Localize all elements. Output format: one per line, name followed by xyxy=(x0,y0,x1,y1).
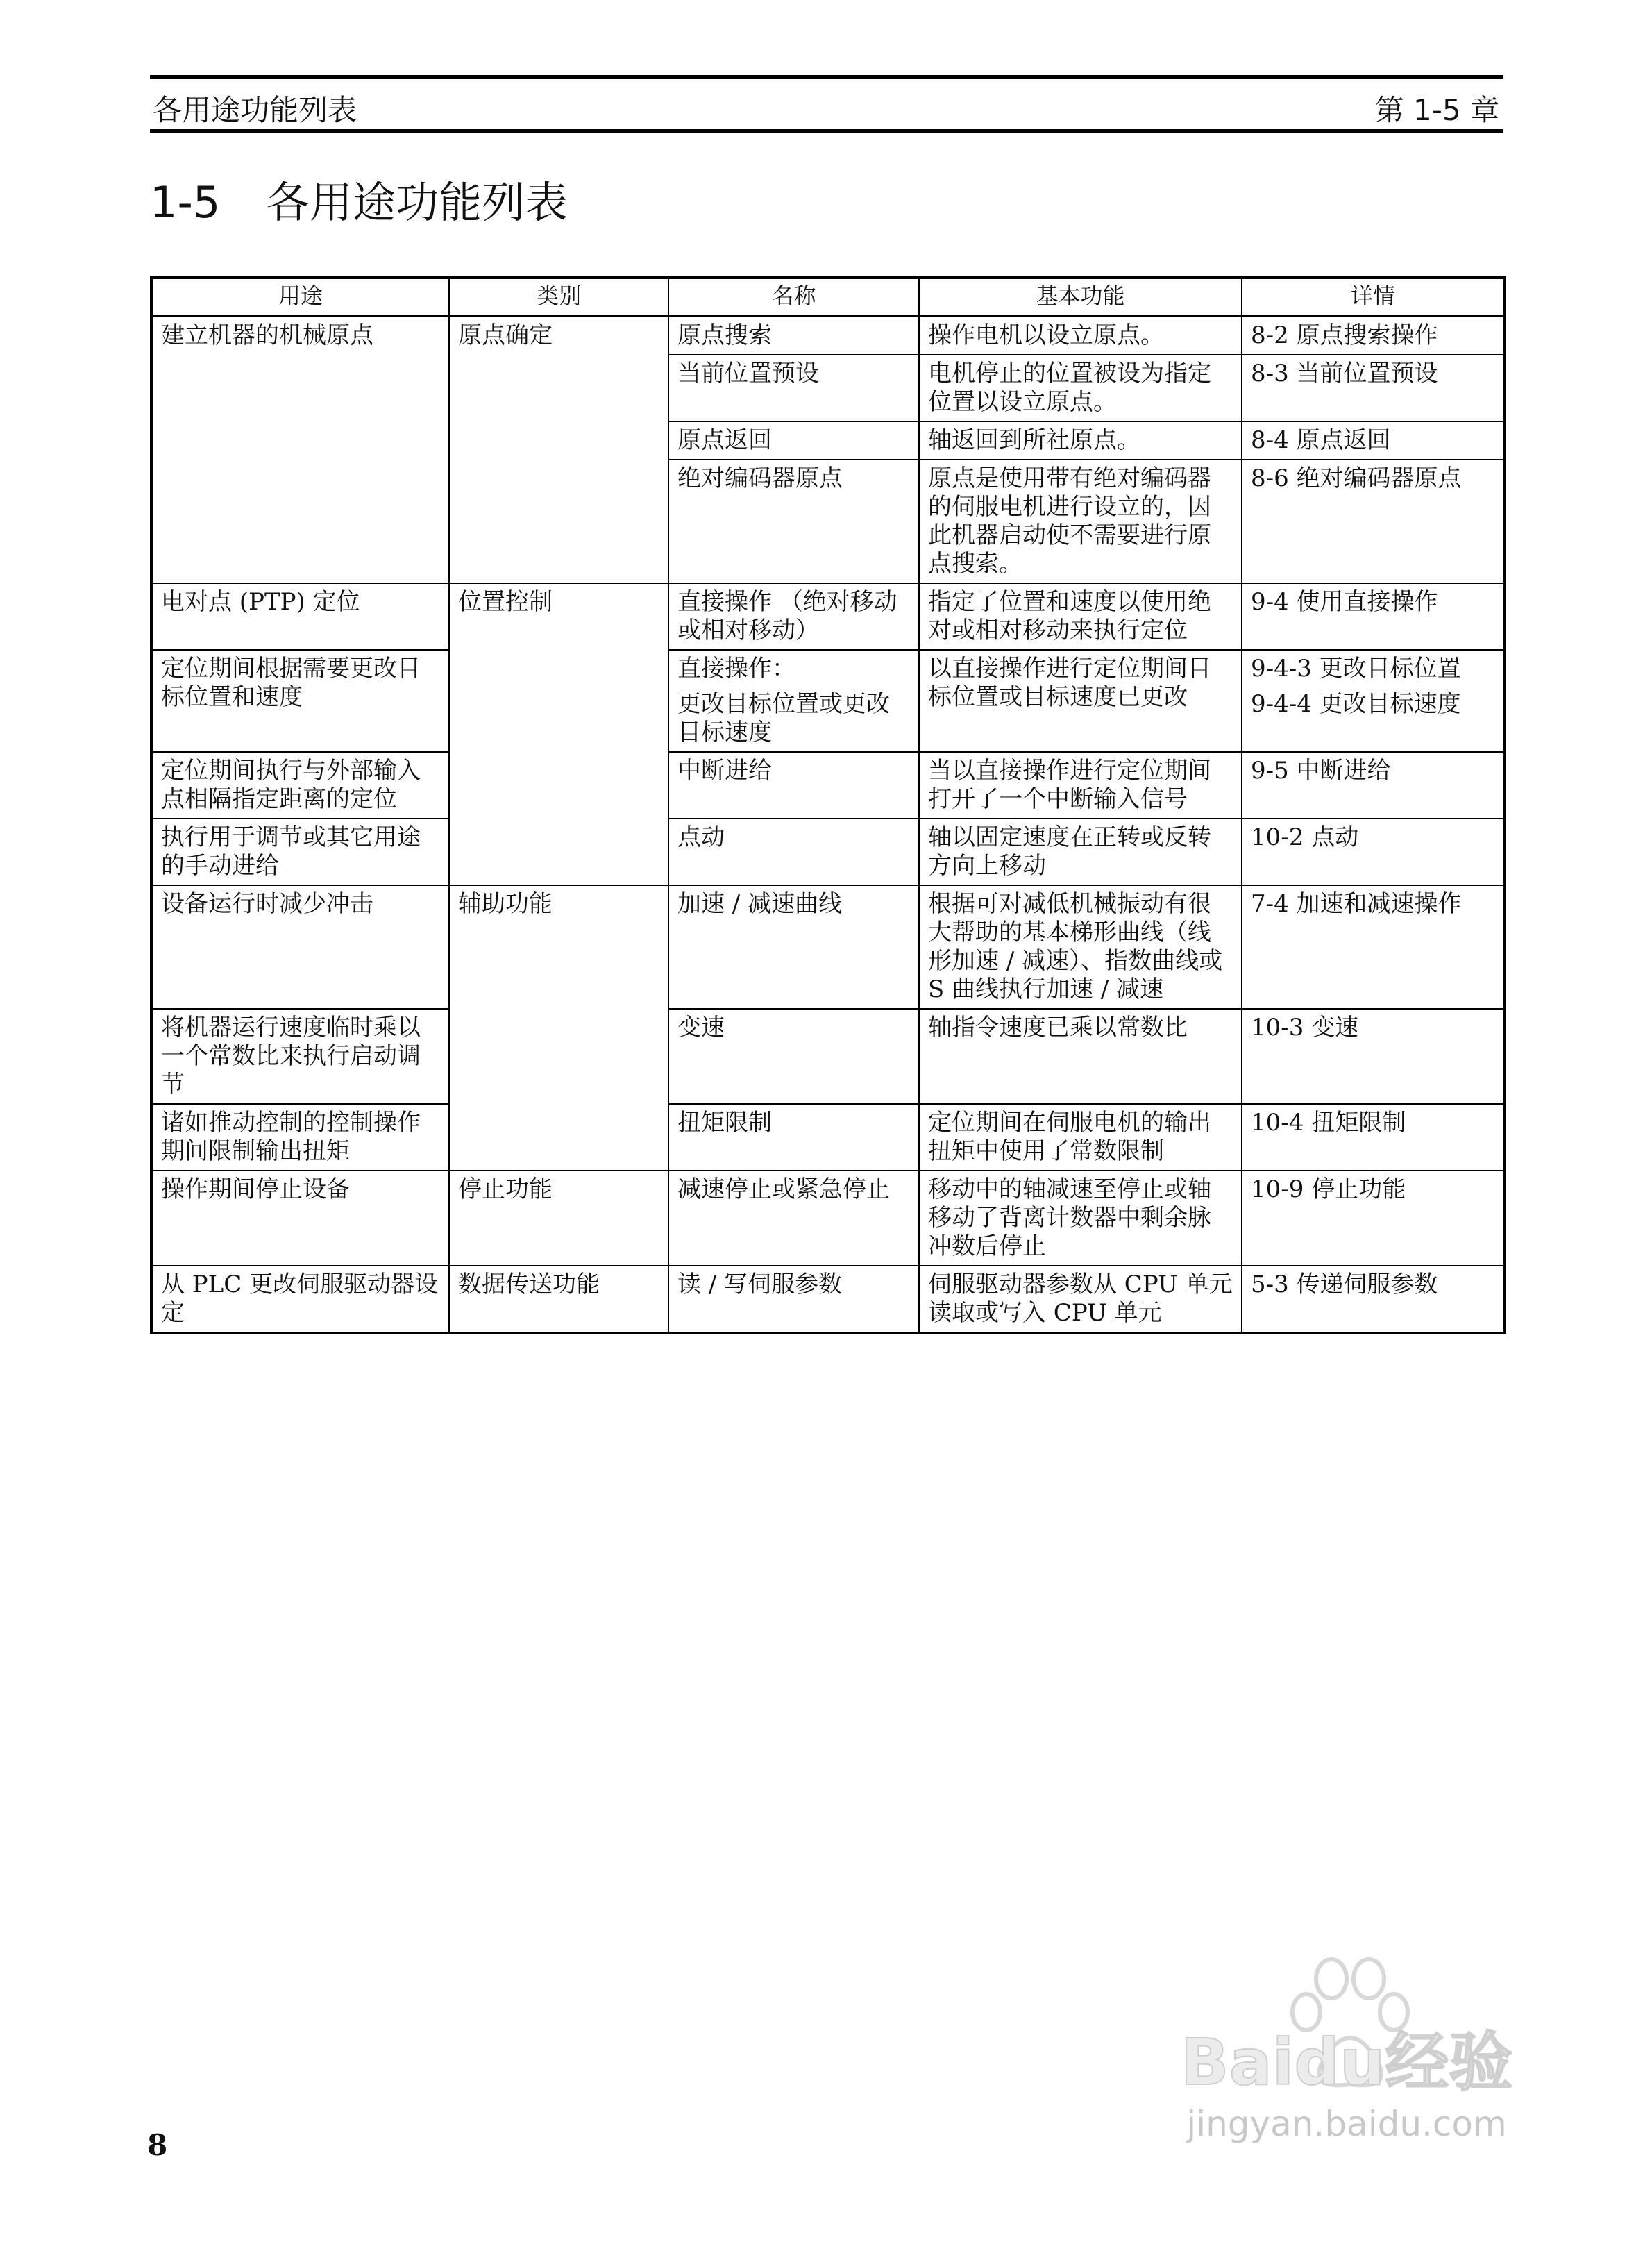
name-cell: 扭矩限制 xyxy=(668,1104,919,1171)
category-cell: 停止功能 xyxy=(449,1171,668,1266)
function-table xyxy=(150,276,1506,1334)
name-cell: 中断进给 xyxy=(668,752,919,819)
detail-cell: 9-4 使用直接操作 xyxy=(1242,583,1505,650)
function-cell: 轴指令速度已乘以常数比 xyxy=(919,1009,1242,1104)
name-cell: 原点返回 xyxy=(668,421,919,460)
name-cell: 加速 / 减速曲线 xyxy=(668,885,919,1009)
section-title xyxy=(150,168,568,230)
name-cell: 当前位置预设 xyxy=(668,355,919,421)
running-header xyxy=(150,75,1503,133)
name-cell: 读 / 写伺服参数 xyxy=(668,1266,919,1333)
detail-cell: 8-4 原点返回 xyxy=(1242,421,1505,460)
table-row xyxy=(151,1104,1505,1171)
name-line: 直接操作： xyxy=(677,655,795,683)
function-cell: 轴以固定速度在正转或反转方向上移动 xyxy=(919,819,1242,885)
detail-line: 9-4-4 更改目标速度 xyxy=(1251,690,1461,718)
table-row xyxy=(151,1009,1505,1104)
table-row xyxy=(151,1171,1505,1266)
purpose-cell: 将机器运行速度临时乘以一个常数比来执行启动调节 xyxy=(151,1009,449,1104)
function-cell: 伺服驱动器参数从 CPU 单元读取或写入 CPU 单元 xyxy=(919,1266,1242,1333)
baidu-watermark xyxy=(1152,1930,1541,2152)
purpose-cell: 从 PLC 更改伺服驱动器设定 xyxy=(151,1266,449,1333)
category-cell: 位置控制 xyxy=(449,583,668,885)
purpose-cell: 设备运行时减少冲击 xyxy=(151,885,449,1009)
name-cell: 直接操作 （绝对移动或相对移动） xyxy=(668,583,919,650)
purpose-cell: 操作期间停止设备 xyxy=(151,1171,449,1266)
name-line: 更改目标位置或更改目标速度 xyxy=(677,690,890,746)
purpose-cell: 执行用于调节或其它用途的手动进给 xyxy=(151,819,449,885)
table-row xyxy=(151,752,1505,819)
header-chapter: 第 1-5 章 xyxy=(1374,93,1499,127)
header-purpose: 用途 xyxy=(151,278,449,317)
function-cell: 指定了位置和速度以使用绝对或相对移动来执行定位 xyxy=(919,583,1242,650)
header-name: 名称 xyxy=(668,278,919,317)
header-category: 类别 xyxy=(449,278,668,317)
purpose-cell: 诸如推动控制的控制操作期间限制输出扭矩 xyxy=(151,1104,449,1171)
table-row xyxy=(151,583,1505,650)
function-cell: 操作电机以设立原点。 xyxy=(919,317,1242,355)
header-function: 基本功能 xyxy=(919,278,1242,317)
detail-cell: 8-3 当前位置预设 xyxy=(1242,355,1505,421)
name-cell: 变速 xyxy=(668,1009,919,1104)
table-row xyxy=(151,650,1505,752)
function-cell: 轴返回到所社原点。 xyxy=(919,421,1242,460)
detail-cell: 8-6 绝对编码器原点 xyxy=(1242,460,1505,583)
category-cell: 原点确定 xyxy=(449,317,668,584)
function-cell: 原点是使用带有绝对编码器的伺服电机进行设立的，因此机器启动使不需要进行原点搜索。 xyxy=(919,460,1242,583)
purpose-cell: 定位期间执行与外部输入点相隔指定距离的定位 xyxy=(151,752,449,819)
table-row xyxy=(151,885,1505,1009)
detail-cell: 10-4 扭矩限制 xyxy=(1242,1104,1505,1171)
detail-line: 9-4-3 更改目标位置 xyxy=(1251,655,1461,683)
detail-cell: 10-2 点动 xyxy=(1242,819,1505,885)
name-cell: 减速停止或紧急停止 xyxy=(668,1171,919,1266)
table-row xyxy=(151,819,1505,885)
detail-cell: 10-9 停止功能 xyxy=(1242,1171,1505,1266)
function-cell: 以直接操作进行定位期间目标位置或目标速度已更改 xyxy=(919,650,1242,752)
purpose-cell: 定位期间根据需要更改目标位置和速度 xyxy=(151,650,449,752)
function-cell: 移动中的轴减速至停止或轴移动了背离计数器中剩余脉冲数后停止 xyxy=(919,1171,1242,1266)
function-cell: 根据可对减低机械振动有很大帮助的基本梯形曲线（线形加速 / 减速）、指数曲线或 S 曲线执行加速 / 减速 xyxy=(919,885,1242,1009)
table-row xyxy=(151,1266,1505,1333)
detail-cell: 9-5 中断进给 xyxy=(1242,752,1505,819)
purpose-cell: 电对点 (PTP) 定位 xyxy=(151,583,449,650)
name-cell xyxy=(668,650,919,752)
header-section-title: 各用途功能列表 xyxy=(153,93,357,127)
watermark-brand: Baidu经验 xyxy=(1180,2025,1513,2100)
detail-cell xyxy=(1242,650,1505,752)
section-number: 1-5 xyxy=(150,177,221,228)
detail-cell: 5-3 传递伺服参数 xyxy=(1242,1266,1505,1333)
table-header-row xyxy=(151,278,1505,317)
category-cell: 数据传送功能 xyxy=(449,1266,668,1333)
page-number: 8 xyxy=(147,2128,168,2162)
name-cell: 点动 xyxy=(668,819,919,885)
function-cell: 当以直接操作进行定位期间打开了一个中断输入信号 xyxy=(919,752,1242,819)
name-cell: 原点搜索 xyxy=(668,317,919,355)
section-heading: 各用途功能列表 xyxy=(267,177,568,228)
name-cell: 绝对编码器原点 xyxy=(668,460,919,583)
function-cell: 定位期间在伺服电机的输出扭矩中使用了常数限制 xyxy=(919,1104,1242,1171)
category-cell: 辅助功能 xyxy=(449,885,668,1171)
watermark-url: jingyan.baidu.com xyxy=(1186,2104,1507,2144)
table-row xyxy=(151,317,1505,355)
detail-cell: 7-4 加速和减速操作 xyxy=(1242,885,1505,1009)
purpose-cell: 建立机器的机械原点 xyxy=(151,317,449,584)
function-cell: 电机停止的位置被设为指定位置以设立原点。 xyxy=(919,355,1242,421)
detail-cell: 8-2 原点搜索操作 xyxy=(1242,317,1505,355)
header-detail: 详情 xyxy=(1242,278,1505,317)
detail-cell: 10-3 变速 xyxy=(1242,1009,1505,1104)
